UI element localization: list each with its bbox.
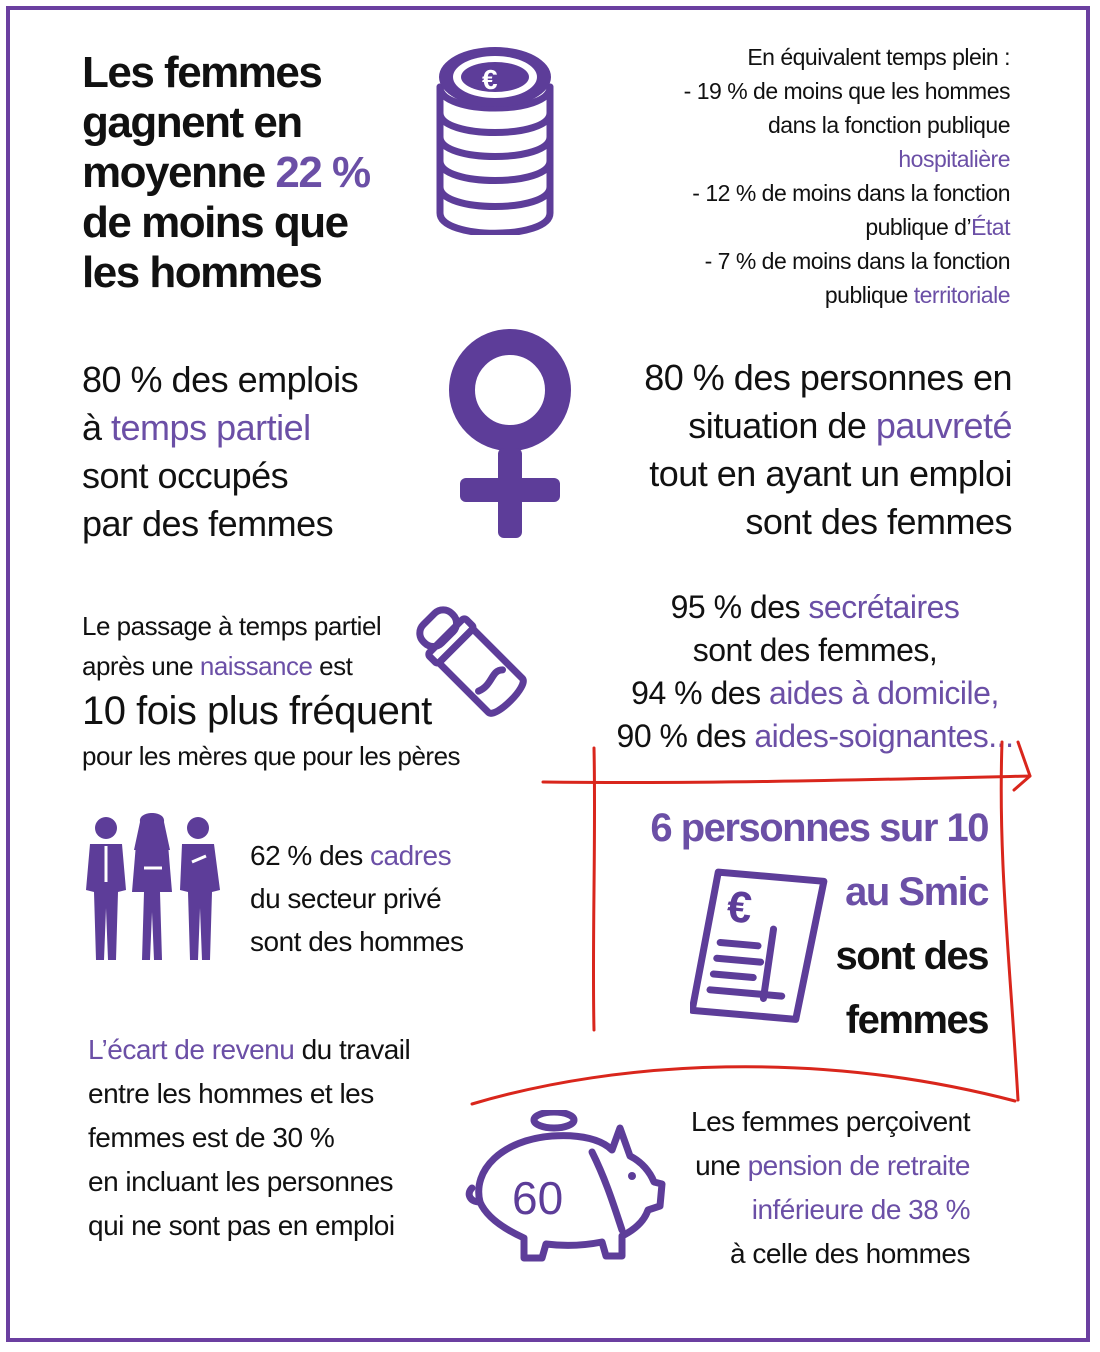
- headline-line: moyenne 22 %: [82, 148, 370, 197]
- etp-line: - 7 % de moins dans la fonction: [704, 248, 1010, 274]
- smic-highlight: 6 personnes sur 10: [650, 806, 988, 850]
- poverty-line: tout en ayant un emploi: [649, 453, 1012, 494]
- headline-line: les hommes: [82, 248, 322, 297]
- partial-line: à temps partiel: [82, 407, 311, 448]
- cadres-highlight: cadres: [370, 840, 452, 871]
- smic-line: femmes: [845, 998, 988, 1042]
- etp-line: dans la fonction publique: [768, 112, 1010, 138]
- pension-line: une pension de retraite: [695, 1150, 970, 1181]
- etp-line: - 12 % de moins dans la fonction: [692, 180, 1010, 206]
- birth-line: Le passage à temps partiel: [82, 611, 382, 641]
- jobs-line: 94 % des aides à domicile,: [631, 675, 999, 711]
- smic-highlight: au Smic: [845, 870, 988, 914]
- income-gap-block: [88, 1028, 410, 1248]
- partial-line: 80 % des emplois: [82, 359, 359, 400]
- poverty-highlight: pauvreté: [875, 405, 1012, 446]
- pension-highlight: inférieure de 38 %: [751, 1194, 970, 1225]
- etp-line: En équivalent temps plein :: [747, 44, 1010, 70]
- piggy-bank-icon: [462, 1110, 682, 1270]
- jobs-highlight: secrétaires: [808, 589, 960, 625]
- jobs-highlight: aides-soignantes...: [754, 718, 1014, 754]
- piggy-label: 60: [512, 1172, 564, 1224]
- payslip-euro-icon: [690, 866, 830, 1026]
- etp-highlight: territoriale: [913, 282, 1010, 308]
- etp-line: - 19 % de moins que les hommes: [683, 78, 1010, 104]
- people-group-icon: [80, 812, 228, 962]
- partial-line: par des femmes: [82, 503, 334, 544]
- birth-line: pour les mères que pour les pères: [82, 741, 461, 771]
- svg-text:€: €: [725, 882, 754, 934]
- poverty-line: situation de pauvreté: [688, 405, 1012, 446]
- jobs-line: sont des femmes,: [692, 632, 938, 668]
- partial-line: sont occupés: [82, 455, 289, 496]
- etp-line: publique territoriale: [824, 282, 1010, 308]
- gap-highlight: L’écart de revenu: [88, 1034, 295, 1065]
- headline-highlight: 22 %: [275, 148, 370, 197]
- jobs-line: 95 % des secrétaires: [670, 589, 960, 625]
- cadres-block: [250, 834, 464, 963]
- poverty-line: 80 % des personnes en: [644, 357, 1012, 398]
- etp-highlight: État: [971, 214, 1010, 240]
- pension-line: Les femmes perçoivent: [691, 1106, 970, 1137]
- smic-line: sont des: [835, 934, 988, 978]
- svg-text:€: €: [482, 64, 498, 95]
- etp-line: publique d’État: [865, 214, 1010, 240]
- headline-line: de moins que: [82, 198, 348, 247]
- gap-line: qui ne sont pas en emploi: [88, 1210, 395, 1241]
- gap-line: femmes est de 30 %: [88, 1122, 335, 1153]
- birth-line: après une naissance est: [82, 651, 353, 681]
- gap-line: entre les hommes et les: [88, 1078, 374, 1109]
- cadres-line: 62 % des cadres: [250, 840, 452, 871]
- birth-emphasis: 10 fois plus fréquent: [82, 689, 432, 733]
- birth-highlight: naissance: [199, 651, 313, 681]
- etp-highlight: hospitalière: [898, 146, 1010, 172]
- gap-line: L’écart de revenu du travail: [88, 1034, 411, 1065]
- gap-line: en incluant les personnes: [88, 1166, 394, 1197]
- headline-line: gagnent en: [82, 98, 302, 147]
- jobs-line: 90 % des aides-soignantes...: [616, 718, 1014, 754]
- pension-highlight: pension de retraite: [747, 1150, 970, 1181]
- pension-block: [691, 1100, 970, 1276]
- jobs-highlight: aides à domicile,: [768, 675, 999, 711]
- poverty-line: sont des femmes: [745, 501, 1012, 542]
- partial-highlight: temps partiel: [111, 407, 311, 448]
- headline-line: Les femmes: [82, 48, 322, 97]
- cadres-line: du secteur privé: [250, 883, 442, 914]
- cadres-line: sont des hommes: [250, 926, 464, 957]
- pension-line: à celle des hommes: [729, 1238, 970, 1269]
